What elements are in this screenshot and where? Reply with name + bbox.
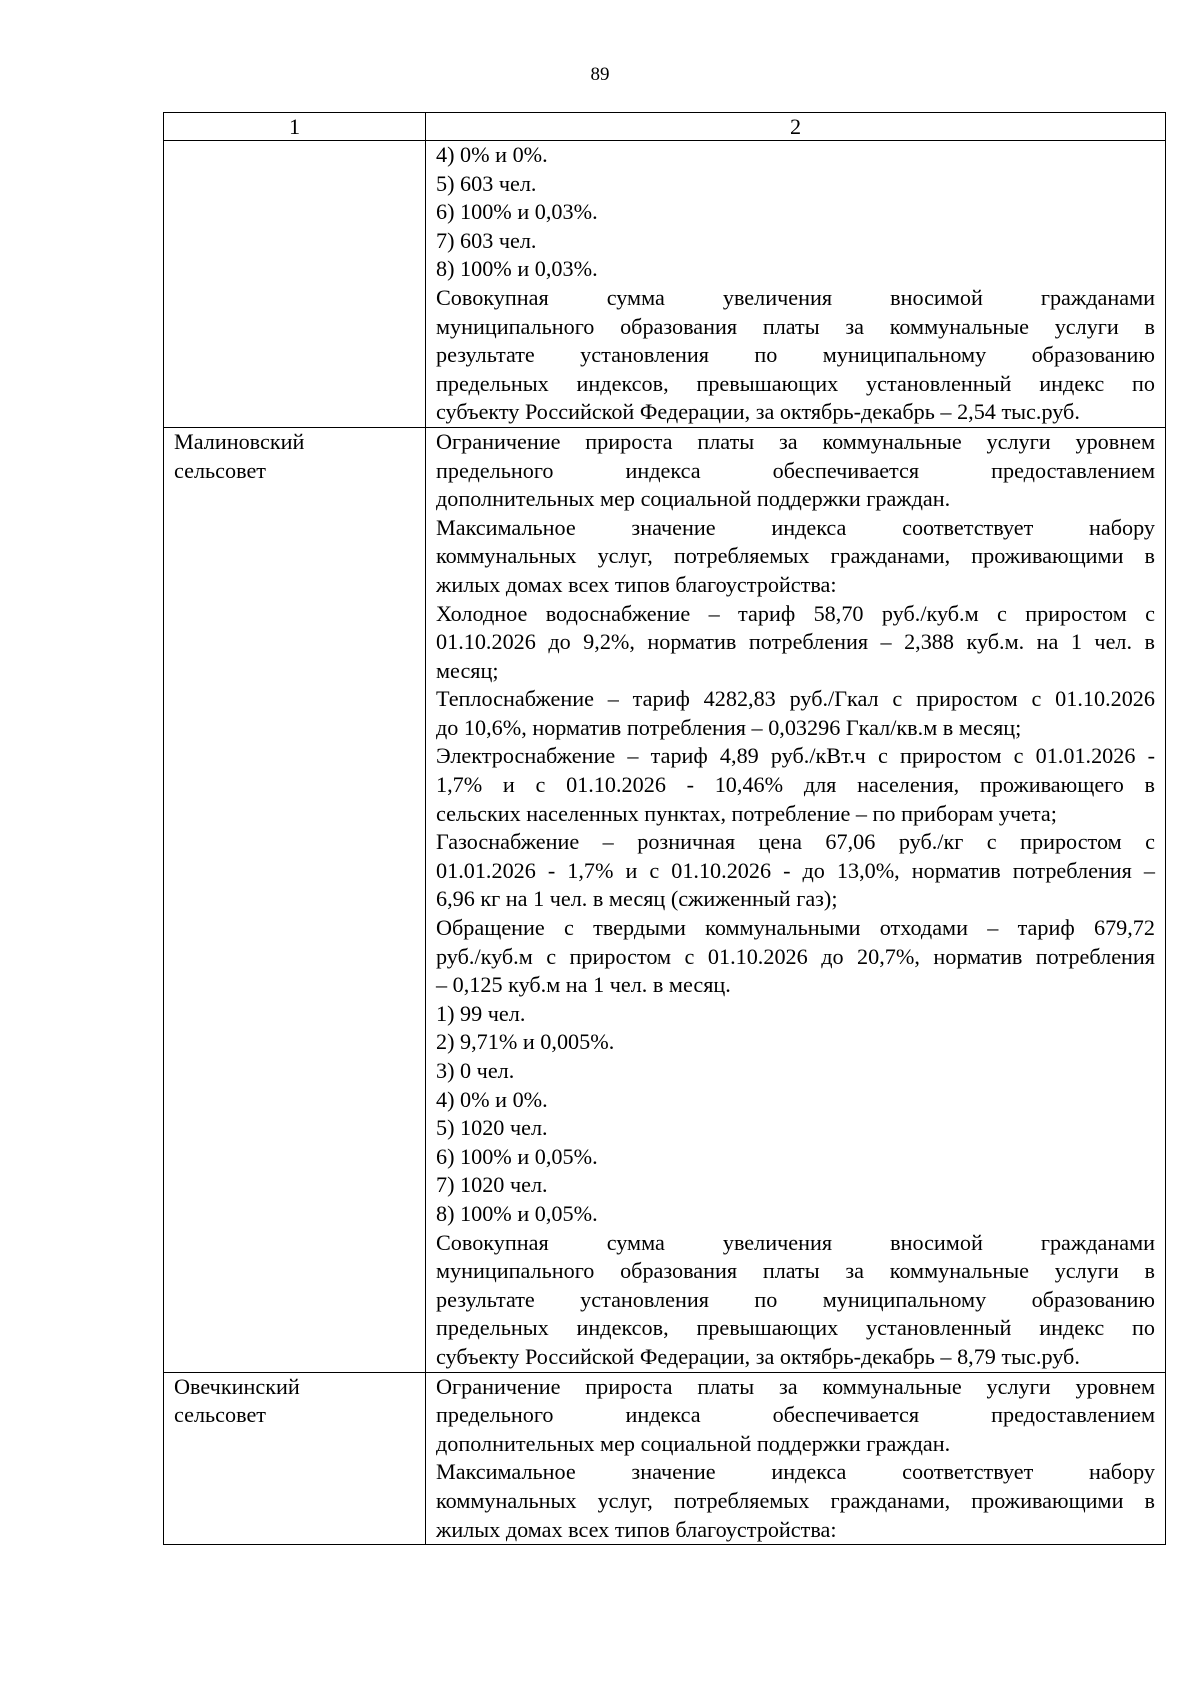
service-solid-waste: Обращение с твердыми коммунальными отходами – тариф 679,72 [436,915,1155,941]
max-index-text: жилых домах всех типов благоустройства: [436,571,837,597]
table-row [164,141,1166,428]
list-item: 5) 1020 чел. [436,1115,548,1141]
list-item: 1) 99 чел. [436,1000,526,1026]
tariff-table [163,112,1166,1545]
service-electricity: 1,7% и с 01.10.2026 - 10,46% для населения, проживающего в [436,772,1155,798]
list-item: 6) 100% и 0,05%. [436,1143,598,1169]
max-index-text: коммунальных услуг, потребляемых гражданами, проживающими в [436,1487,1155,1513]
service-electricity: сельских населенных пунктах, потребление – по приборам учета; [436,800,1057,826]
service-gas: 6,96 кг на 1 чел. в месяц (сжиженный газ); [436,886,838,912]
total-text: муниципального образования платы за коммунальные услуги в [436,1258,1155,1284]
table-row [164,1372,1166,1545]
max-index-text: Максимальное значение индекса соответствует набору [436,514,1155,540]
column-header-2: 2 [426,113,1166,141]
total-text: результате установления по муниципальному образованию [436,342,1155,368]
max-index-text: жилых домах всех типов благоустройства: [436,1516,837,1542]
service-heating: до 10,6%, норматив потребления – 0,03296 Гкал/кв.м в месяц; [436,714,1022,740]
total-text: Совокупная сумма увеличения вносимой гражданами [436,1229,1155,1255]
municipality-cell [164,141,426,428]
list-item: 4) 0% и 0%. [436,142,548,167]
service-heating: Теплоснабжение – тариф 4282,83 руб./Гкал с приростом с 01.10.2026 [436,686,1155,712]
total-text: субъекту Российской Федерации, за октябрь-декабрь – 8,79 тыс.руб. [436,1343,1080,1369]
page-number: 89 [590,64,610,85]
municipality-cell [164,1372,426,1545]
service-cold-water: Холодное водоснабжение – тариф 58,70 руб./куб.м с приростом с [436,600,1155,626]
column-header-1: 1 [164,113,426,141]
list-item: 7) 603 чел. [436,227,537,253]
total-text: муниципального образования платы за коммунальные услуги в [436,313,1155,339]
service-solid-waste: руб./куб.м с приростом с 01.10.2026 до 20,7%, норматив потребления [436,943,1155,969]
max-index-text: Максимальное значение индекса соответствует набору [436,1459,1155,1485]
service-cold-water: 01.10.2026 до 9,2%, норматив потребления – 2,388 куб.м. на 1 чел. в [436,629,1155,655]
limit-text: Ограничение прироста платы за коммунальные услуги уровнем [436,1373,1155,1399]
total-text: предельных индексов, превышающих установленный индекс по [436,1315,1155,1341]
municipality-name: Малиновский сельсовет [174,428,305,483]
total-text: Совокупная сумма увеличения вносимой гражданами [436,284,1155,310]
limit-text: предельного индекса обеспечивается предоставлением [436,1402,1155,1428]
description-cell [426,427,1166,1372]
description-cell [426,1372,1166,1545]
list-item: 3) 0 чел. [436,1058,515,1083]
list-item: 6) 100% и 0,03%. [436,199,598,225]
service-gas: 01.01.2026 - 1,7% и с 01.10.2026 - до 13,0%, норматив потребления – [436,857,1155,883]
total-text: предельных индексов, превышающих установленный индекс по [436,370,1155,396]
limit-text: дополнительных мер социальной поддержки граждан. [436,486,951,512]
limit-text: дополнительных мер социальной поддержки граждан. [436,1430,951,1456]
table-header-row [164,113,1166,141]
description-cell [426,141,1166,428]
total-text: результате установления по муниципальному образованию [436,1286,1155,1312]
limit-text: Ограничение прироста платы за коммунальные услуги уровнем [436,428,1155,454]
max-index-text: коммунальных услуг, потребляемых гражданами, проживающими в [436,543,1155,569]
list-item: 5) 603 чел. [436,170,537,196]
list-item: 8) 100% и 0,05%. [436,1200,598,1226]
list-item: 2) 9,71% и 0,005%. [436,1029,615,1055]
total-text: субъекту Российской Федерации, за октябрь-декабрь – 2,54 тыс.руб. [436,399,1080,425]
list-item: 8) 100% и 0,03%. [436,256,598,282]
list-item: 7) 1020 чел. [436,1172,548,1198]
service-electricity: Электроснабжение – тариф 4,89 руб./кВт.ч с приростом с 01.01.2026 - [436,743,1155,769]
municipality-cell [164,427,426,1372]
service-gas: Газоснабжение – розничная цена 67,06 руб./кг с приростом с [436,829,1155,855]
service-solid-waste: – 0,125 куб.м на 1 чел. в месяц. [436,972,731,998]
service-cold-water: месяц; [436,657,499,683]
list-item: 4) 0% и 0%. [436,1086,548,1112]
limit-text: предельного индекса обеспечивается предоставлением [436,457,1155,483]
municipality-name: Овечкинский сельсовет [174,1373,300,1428]
table-row [164,427,1166,1372]
